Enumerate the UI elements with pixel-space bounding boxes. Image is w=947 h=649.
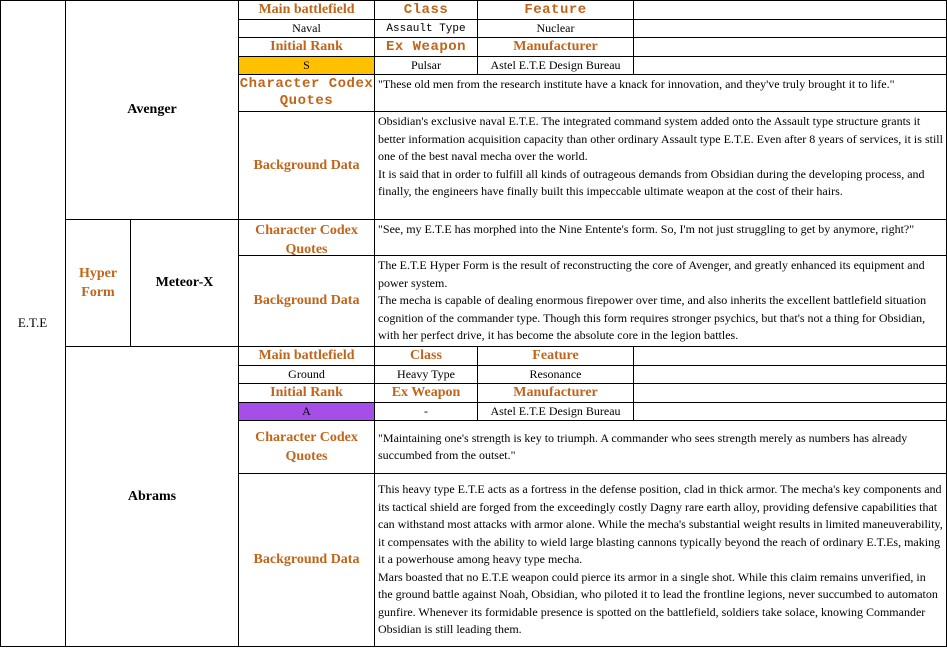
avenger-header-initial-rank bbox=[239, 38, 375, 57]
section-label: Hyper Form bbox=[78, 266, 118, 300]
header-label: Class bbox=[403, 1, 449, 18]
section-label: Background Data bbox=[253, 157, 360, 173]
hyper-name: Meteor-X bbox=[155, 275, 214, 290]
avenger-empty-cell bbox=[634, 57, 947, 75]
header-label: Manufacturer bbox=[513, 385, 598, 400]
hyper-form-label bbox=[66, 220, 131, 347]
abrams-quotes-label bbox=[239, 421, 375, 474]
section-label: Character Codex Quotes bbox=[255, 430, 358, 464]
header-label: Class bbox=[410, 348, 442, 363]
abrams-empty-cell bbox=[634, 403, 947, 421]
hyper-quote bbox=[375, 220, 947, 256]
value-text: Resonance bbox=[529, 367, 582, 381]
rank-text: A bbox=[302, 404, 311, 418]
avenger-quote bbox=[375, 75, 947, 112]
avenger-header-ex-weapon bbox=[375, 38, 478, 57]
paragraph: It is said that in order to fulfill all kinds of outrageous demands from Obsidian during the developing process, and finally, the engineers have finally built this impeccable ultimate weapon at the cost of their hairs. bbox=[378, 166, 925, 198]
section-label: Background Data bbox=[253, 293, 360, 308]
avenger-initial-rank bbox=[239, 57, 375, 75]
header-label: Manufacturer bbox=[513, 39, 598, 54]
header-label: Feature bbox=[532, 348, 579, 363]
avenger-class bbox=[375, 20, 478, 38]
category-label: E.T.E bbox=[17, 315, 48, 330]
avenger-header-feature bbox=[478, 0, 634, 20]
value-text: Nuclear bbox=[536, 21, 575, 35]
abrams-class bbox=[375, 366, 478, 384]
hyper-background-label bbox=[239, 256, 375, 347]
section-label: Character Codex Quotes bbox=[239, 76, 374, 109]
abrams-feature bbox=[478, 366, 634, 384]
abrams-name: Abrams bbox=[127, 488, 177, 504]
abrams-header-initial-rank bbox=[239, 384, 375, 403]
value-text: Ground bbox=[288, 367, 325, 381]
abrams-header-class bbox=[375, 347, 478, 366]
quote-text: "Maintaining one's strength is key to triumph. A commander who sees strength merely as numbers has already succumbed from the outset." bbox=[378, 430, 908, 462]
avenger-manufacturer bbox=[478, 57, 634, 75]
paragraph: This heavy type E.T.E acts as a fortress in the defense position, clad in thick armor. The mecha's key components and its tactical shield are forged from the exceedingly costly Dagny rare earth alloy, providing defensive capabilities that can withstand most attacks with armor alone. While the mecha's substantial weight results in limited maneuverability, it compensates with the ability to wield large blasting cannons typically beyond the reach of ordinary E.T.Es, making it a powerhouse among heavy type mecha. bbox=[378, 482, 943, 567]
header-label: Feature bbox=[524, 1, 587, 18]
abrams-initial-rank bbox=[239, 403, 375, 421]
section-label: Character Codex Quotes bbox=[255, 223, 358, 256]
abrams-background-label bbox=[239, 474, 375, 647]
paragraph: The mecha is capable of dealing enormous firepower over time, and also inherits the excellent battlefield situation cognition of the commander type. Though this form requires stronger psychics, but that's not a thing for Obsidian, with her perfect drive, it has become the absolute core in the legion battles. bbox=[378, 293, 927, 342]
header-label: Initial Rank bbox=[270, 385, 343, 400]
abrams-empty-cell bbox=[634, 366, 947, 384]
abrams-header-main-battlefield bbox=[239, 347, 375, 366]
abrams-quote bbox=[375, 421, 947, 474]
abrams-background bbox=[375, 474, 947, 647]
value-text: Assault Type bbox=[386, 22, 466, 35]
section-label: Background Data bbox=[253, 552, 360, 567]
hyper-name-cell bbox=[131, 220, 239, 347]
avenger-background bbox=[375, 112, 947, 220]
category-cell bbox=[0, 0, 66, 647]
paragraph: Obsidian's exclusive naval E.T.E. The integrated command system added onto the Assault type structure grants it better information acquisition capacity than other ordinary Assault type E.T.E. Even after 8 years of services, it is still one of the best naval mecha over the world. bbox=[378, 114, 943, 163]
abrams-empty-cell bbox=[634, 347, 947, 366]
abrams-header-ex-weapon bbox=[375, 384, 478, 403]
paragraph: Mars boasted that no E.T.E weapon could pierce its armor in a single shot. While this claim remains unverified, in the ground battle against Noah, Obsidian, who piloted it to lead the frontline legions, never succumbed to automaton gunfire. Whenever its formidable presence is spotted on the battlefield, soldiers take solace, knowing Commander Obsidian is still leading them. bbox=[378, 569, 938, 637]
avenger-header-main-battlefield bbox=[239, 0, 375, 20]
avenger-name: Avenger bbox=[127, 101, 177, 117]
value-text: Astel E.T.E Design Bureau bbox=[490, 58, 621, 72]
header-label: Main battlefield bbox=[258, 1, 355, 17]
header-label: Initial Rank bbox=[270, 39, 343, 54]
rank-text: S bbox=[303, 58, 310, 72]
avenger-header-class bbox=[375, 0, 478, 20]
quote-text: "These old men from the research institute have a knack for innovation, and they've truly brought it to life." bbox=[378, 77, 895, 91]
value-text: Heavy Type bbox=[397, 367, 455, 381]
abrams-ex-weapon bbox=[375, 403, 478, 421]
paragraph: The E.T.E Hyper Form is the result of reconstructing the core of Avenger, and greatly enhanced its equipment and power system. bbox=[378, 258, 925, 290]
hyper-background bbox=[375, 256, 947, 347]
avenger-quotes-label bbox=[239, 75, 375, 112]
abrams-empty-cell bbox=[634, 384, 947, 403]
header-label: Ex Weapon bbox=[385, 39, 467, 55]
avenger-header-manufacturer bbox=[478, 38, 634, 57]
avenger-feature bbox=[478, 20, 634, 38]
abrams-name-cell bbox=[66, 347, 239, 647]
hyper-quotes-label bbox=[239, 220, 375, 256]
value-text: Naval bbox=[292, 21, 321, 35]
avenger-ex-weapon bbox=[375, 57, 478, 75]
value-text: Astel E.T.E Design Bureau bbox=[490, 404, 621, 418]
abrams-manufacturer bbox=[478, 403, 634, 421]
abrams-header-feature bbox=[478, 347, 634, 366]
header-label: Ex Weapon bbox=[391, 385, 461, 400]
abrams-main-battlefield bbox=[239, 366, 375, 384]
header-label: Main battlefield bbox=[258, 348, 355, 363]
avenger-empty-cell bbox=[634, 0, 947, 20]
avenger-empty-cell bbox=[634, 38, 947, 57]
abrams-header-manufacturer bbox=[478, 384, 634, 403]
avenger-main-battlefield bbox=[239, 20, 375, 38]
avenger-empty-cell bbox=[634, 20, 947, 38]
quote-text: "See, my E.T.E has morphed into the Nine Entente's form. So, I'm not just struggling to get by anymore, right?" bbox=[378, 222, 915, 236]
avenger-name-cell bbox=[66, 0, 239, 220]
avenger-background-label bbox=[239, 112, 375, 220]
value-text: Pulsar bbox=[411, 58, 441, 72]
value-text: - bbox=[424, 404, 428, 418]
